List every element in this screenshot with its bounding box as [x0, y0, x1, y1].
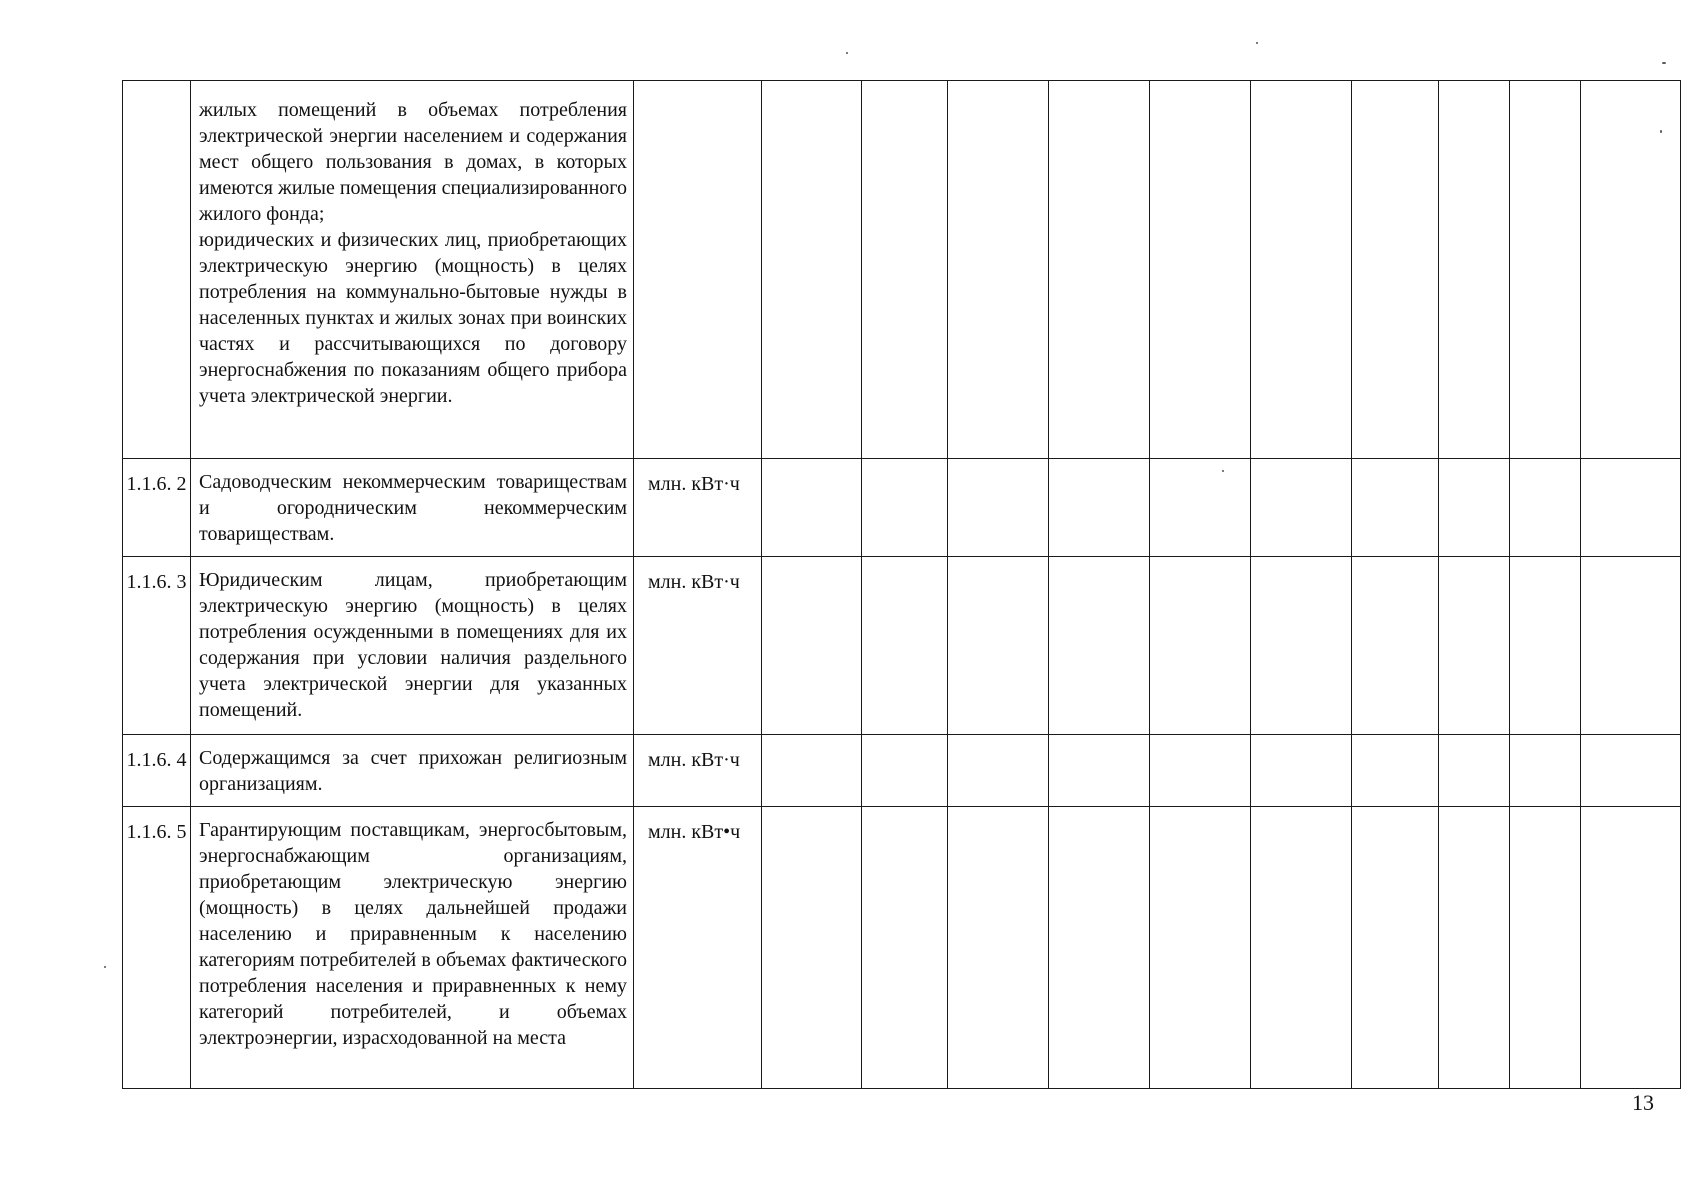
value-cell	[1251, 81, 1352, 459]
value-cell	[1150, 459, 1251, 557]
value-cell	[1049, 735, 1150, 807]
row-number: 1.1.6. 5	[126, 821, 187, 843]
value-cell	[948, 459, 1049, 557]
unit-label: млн. кВт·ч	[648, 749, 740, 771]
value-cell	[762, 557, 862, 735]
unit-cell	[634, 735, 762, 807]
value-cell	[1251, 807, 1352, 1089]
value-cell	[1352, 557, 1439, 735]
row-description-cell	[191, 557, 634, 735]
value-cell	[1150, 807, 1251, 1089]
unit-label: млн. кВт·ч	[648, 571, 740, 593]
description-paragraph: Гарантирующим поставщикам, энергосбытовым, энергоснабжающим организациям, приобретающим электрическую энергию (мощность) в целях дальнейшей продажи населению и приравненным к населению категориям потребителей в объемах фактического потребления населения и приравненных к нему категорий потребителей, и объемах электроэнергии, израсходованной на места	[199, 819, 627, 1049]
value-cell	[1352, 81, 1439, 459]
row-number: 1.1.6. 3	[126, 571, 187, 593]
table-row	[123, 557, 1681, 735]
value-cell	[1439, 459, 1510, 557]
value-cell	[862, 557, 948, 735]
scan-speck	[104, 966, 106, 968]
value-cell	[1510, 557, 1581, 735]
value-cell	[1150, 81, 1251, 459]
row-description-cell	[191, 81, 634, 459]
value-cell	[1439, 735, 1510, 807]
table-row	[123, 81, 1681, 459]
data-table	[122, 80, 1681, 1089]
table-row	[123, 459, 1681, 557]
value-cell	[1581, 459, 1681, 557]
unit-label: млн. кВт·ч	[648, 473, 740, 495]
value-cell	[1352, 459, 1439, 557]
value-cell	[1439, 81, 1510, 459]
value-cell	[1510, 735, 1581, 807]
value-cell	[1510, 459, 1581, 557]
row-number-cell	[123, 807, 191, 1089]
row-number: 1.1.6. 4	[126, 749, 187, 771]
unit-cell	[634, 459, 762, 557]
value-cell	[948, 735, 1049, 807]
value-cell	[1049, 81, 1150, 459]
table-row	[123, 735, 1681, 807]
row-description-cell	[191, 807, 634, 1089]
value-cell	[862, 81, 948, 459]
value-cell	[1251, 735, 1352, 807]
value-cell	[1581, 735, 1681, 807]
row-number-cell	[123, 735, 191, 807]
description-paragraph: юридических и физических лиц, приобретающих электрическую энергию (мощность) в целях потребления на коммунально-бытовые нужды в населенных пунктах и жилых зонах при воинских частях и рассчитывающихся по договору энергоснабжения по показаниям общего прибора учета электрической энергии.	[199, 229, 627, 407]
value-cell	[1510, 81, 1581, 459]
value-cell	[1049, 557, 1150, 735]
row-number: 1.1.6. 2	[126, 473, 187, 495]
scan-speck	[1256, 42, 1258, 44]
value-cell	[1581, 807, 1681, 1089]
value-cell	[1049, 807, 1150, 1089]
unit-label: млн. кВт•ч	[648, 821, 741, 843]
value-cell	[1581, 81, 1681, 459]
row-number-cell	[123, 81, 191, 459]
value-cell	[1352, 807, 1439, 1089]
unit-cell	[634, 807, 762, 1089]
table-row	[123, 807, 1681, 1089]
description-paragraph: жилых помещений в объемах потребления электрической энергии населением и содержания мест общего пользования в домах, в которых имеются жилые помещения специализированного жилого фонда;	[199, 99, 627, 225]
scan-speck	[846, 52, 848, 54]
value-cell	[1049, 459, 1150, 557]
row-description-cell	[191, 735, 634, 807]
value-cell	[1150, 735, 1251, 807]
row-description-cell	[191, 459, 634, 557]
value-cell	[1439, 557, 1510, 735]
value-cell	[762, 735, 862, 807]
value-cell	[1510, 807, 1581, 1089]
page-number: 13	[1632, 1090, 1654, 1115]
value-cell	[762, 81, 862, 459]
description-paragraph: Юридическим лицам, приобретающим электрическую энергию (мощность) в целях потребления осужденными в помещениях для их содержания при условии наличия раздельного учета электрической энергии для указанных помещений.	[199, 569, 627, 721]
value-cell	[1581, 557, 1681, 735]
scan-speck	[1662, 62, 1666, 64]
scan-speck	[1660, 130, 1662, 133]
value-cell	[762, 459, 862, 557]
value-cell	[862, 807, 948, 1089]
unit-cell	[634, 557, 762, 735]
value-cell	[1251, 459, 1352, 557]
value-cell	[862, 459, 948, 557]
value-cell	[762, 807, 862, 1089]
value-cell	[1439, 807, 1510, 1089]
description-paragraph: Садоводческим некоммерческим товариществам и огородническим некоммерческим товариществам.	[199, 471, 627, 545]
value-cell	[948, 807, 1049, 1089]
value-cell	[948, 557, 1049, 735]
value-cell	[948, 81, 1049, 459]
value-cell	[1150, 557, 1251, 735]
value-cell	[1251, 557, 1352, 735]
description-paragraph: Содержащимся за счет прихожан религиозным организациям.	[199, 747, 627, 795]
row-number-cell	[123, 459, 191, 557]
value-cell	[1352, 735, 1439, 807]
scan-speck	[1222, 470, 1224, 472]
row-number-cell	[123, 557, 191, 735]
value-cell	[862, 735, 948, 807]
unit-cell	[634, 81, 762, 459]
